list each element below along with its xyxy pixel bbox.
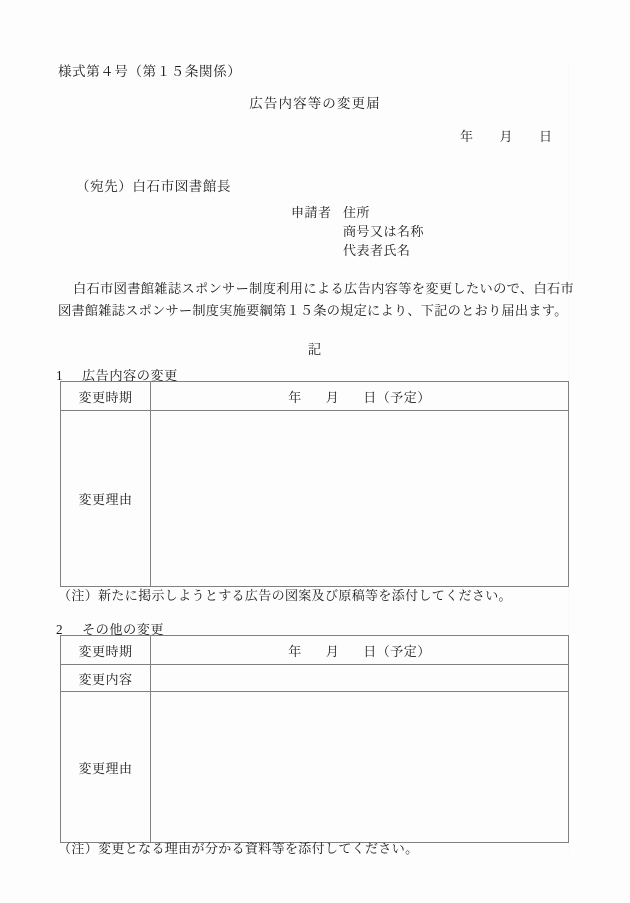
row-label-change-reason-2: 変更理由 [61,692,151,843]
row-value-change-content-2[interactable] [151,665,569,692]
table1-month-label: 月 [325,389,340,405]
table1-year-label: 年 [288,389,302,405]
row-label-change-content-2: 変更内容 [61,665,151,692]
table2-month-label: 月 [325,643,340,659]
row-label-change-reason-1: 変更理由 [61,411,151,587]
table2-year-label: 年 [288,643,302,659]
applicant-address-row [291,203,424,222]
table-row [61,636,569,665]
section-1-title: 広告内容の変更 [82,368,178,383]
date-day-label: 日 [539,129,553,144]
row-value-change-timing-2[interactable] [151,636,569,665]
section-2-title: その他の変更 [82,622,165,637]
row-label-change-timing-2: 変更時期 [61,636,151,665]
table-row [61,692,569,843]
table2-day-label: 日（予定） [363,643,431,659]
table-row [61,382,569,411]
ki-mark: 記 [307,342,323,357]
date-inline-1 [288,390,431,405]
applicant-field-representative-name: 代表者氏名 [343,243,411,258]
section-2-note: （注）変更となる理由が分かる資料等を添付してください。 [58,841,419,856]
date-month-label: 月 [499,129,514,144]
date-inline-2 [288,644,431,659]
applicant-field-address: 住所 [343,205,371,220]
row-label-change-timing-1: 変更時期 [61,382,151,411]
section-1-number: 1 [56,368,64,383]
applicant-label: 申請者 [291,205,332,220]
form-number: 様式第４号（第１５条関係） [58,64,242,79]
applicant-field-company-name: 商号又は名称 [343,224,425,239]
date-year-label: 年 [460,129,474,144]
row-value-change-reason-1[interactable] [151,411,569,587]
applicant-company-row [291,222,424,241]
addressee: （宛先）白石市図書館長 [76,179,232,194]
document-title: 広告内容等の変更届 [249,96,381,111]
row-value-change-reason-2[interactable] [151,692,569,843]
table-row [61,665,569,692]
row-value-change-timing-1[interactable] [151,382,569,411]
applicant-representative-row [291,241,424,260]
table1-day-label: 日（予定） [363,389,431,405]
section-2-number: 2 [56,622,64,637]
other-change-table [60,635,569,843]
section-1-note: （注）新たに掲示しようとする広告の図案及び原稿等を添付してください。 [58,588,512,603]
advertisement-change-table [60,381,569,587]
table-row [61,411,569,587]
date-line [460,126,553,145]
body-paragraph: 白石市図書館雑誌スポンサー制度利用による広告内容等を変更したいので、白石市図書館雑誌スポンサー制度実施要綱第１５条の規定により、下記のとおり届出ます。 [58,281,574,318]
applicant-block [291,203,424,260]
